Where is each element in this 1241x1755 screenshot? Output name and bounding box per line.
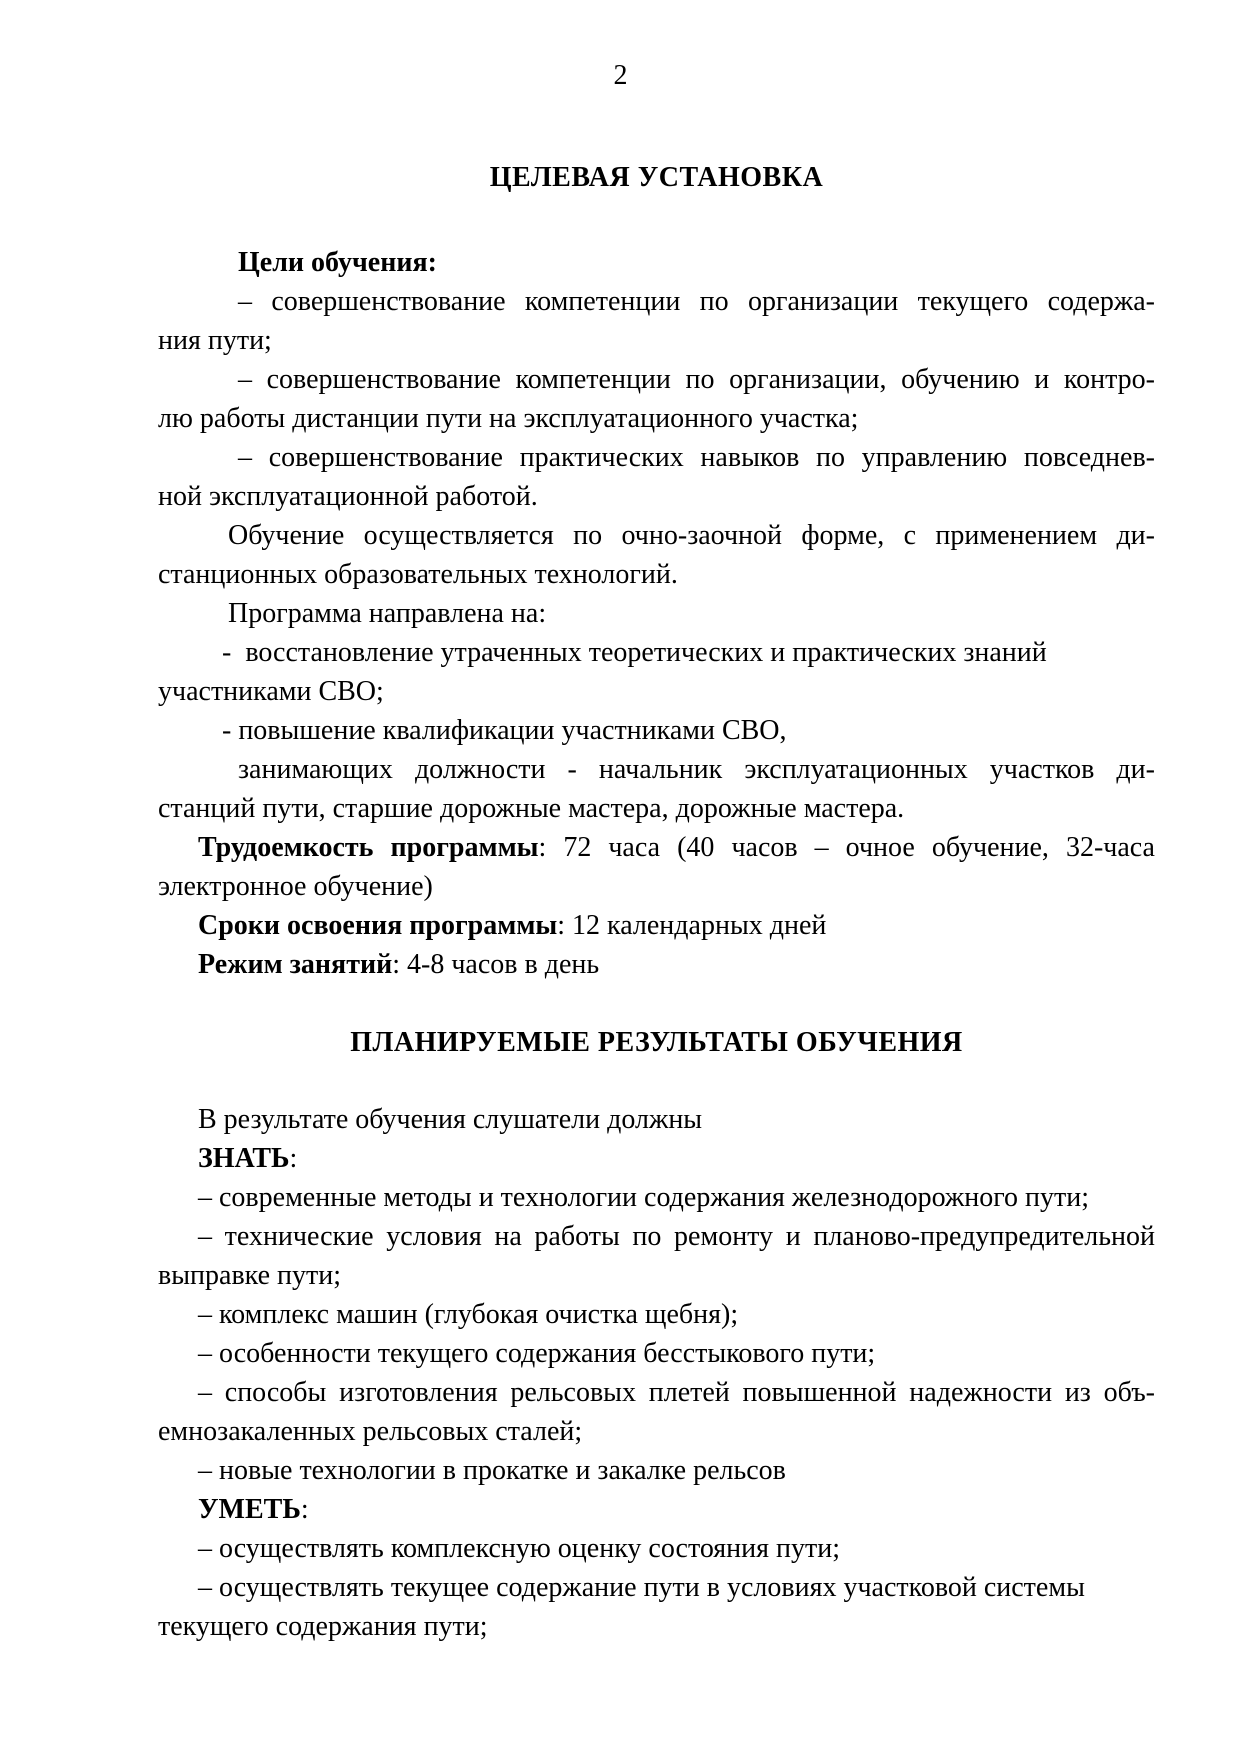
schedule-label: Режим занятий [198, 949, 393, 980]
text-line: Программа направлена на: [228, 598, 547, 629]
text-line: Обучение осуществляется по очно-заочной форме, с применением ди- [228, 520, 1155, 551]
paragraph-know-4 [158, 1334, 1155, 1373]
paragraph-results-intro [158, 1100, 1155, 1139]
text-line: – осуществлять комплексную оценку состояния пути; [198, 1533, 841, 1564]
workload-label: Трудоемкость программы [198, 832, 539, 863]
paragraph-aim-2 [158, 711, 1155, 750]
paragraph-schedule [158, 945, 1155, 984]
paragraph-duration [158, 906, 1155, 945]
text-line: – современные методы и технологии содержания железнодорожного пути; [198, 1182, 1089, 1213]
text-line: – комплекс машин (глубокая очистка щебня); [198, 1299, 739, 1330]
paragraph-aim-3 [158, 750, 1155, 828]
text-line: станций пути, старшие дорожные мастера, дорожные мастера. [158, 793, 905, 824]
know-label: ЗНАТЬ [198, 1143, 290, 1174]
paragraph-know-6 [158, 1451, 1155, 1490]
paragraph-able-1 [158, 1529, 1155, 1568]
text-line [158, 1490, 1155, 1529]
text-line: – осуществлять текущее содержание пути в условиях участковой системы [198, 1572, 1085, 1603]
paragraph-goal-1 [158, 282, 1155, 360]
text-line: текущего содержания пути; [158, 1611, 488, 1642]
text-line: Цели обучения: [238, 247, 437, 278]
paragraph-know-5 [158, 1373, 1155, 1451]
text-line: – особенности текущего содержания бесстыкового пути; [198, 1338, 876, 1369]
paragraph-able-title [158, 1490, 1155, 1529]
text-line [158, 906, 1155, 945]
paragraph-know-1 [158, 1178, 1155, 1217]
able-colon: : [300, 1494, 309, 1525]
text-line: ния пути; [158, 325, 272, 356]
text-line: участниками СВО; [158, 676, 384, 707]
text-line: - повышение квалификации участниками СВО, [222, 715, 787, 746]
text-line: выправке пути; [158, 1260, 341, 1291]
text-line: емнозакаленных рельсовых сталей; [158, 1416, 583, 1447]
text-line [158, 1139, 1155, 1178]
page-number: 2 [613, 60, 628, 91]
duration-label: Сроки освоения программы [198, 910, 558, 941]
schedule-value: : 4-8 часов в день [392, 949, 600, 980]
paragraph-program-aim-title [158, 594, 1155, 633]
text-line: – способы изготовления рельсовых плетей повышенной надежности из объ- [198, 1377, 1155, 1408]
paragraph-goals-title [158, 243, 1155, 282]
text-line [158, 828, 1155, 867]
text-line: – совершенствование практических навыков по управлению повседнев- [238, 442, 1155, 473]
paragraph-know-2 [158, 1217, 1155, 1295]
text-line: – совершенствование компетенции по организации, обучению и контро- [238, 364, 1155, 395]
text-line: – технические условия на работы по ремонту и планово-предупредительной [198, 1221, 1155, 1252]
text-line: В результате обучения слушатели должны [198, 1104, 703, 1135]
paragraph-able-2 [158, 1568, 1155, 1646]
text-line: ной эксплуатационной работой. [158, 481, 538, 512]
text-line: – новые технологии в прокатке и закалке рельсов [198, 1455, 786, 1486]
know-colon: : [289, 1143, 298, 1174]
text-line: электронное обучение) [158, 871, 433, 902]
able-label: УМЕТЬ [198, 1494, 301, 1525]
workload-value: : 72 часа (40 часов – очное обучение, 32-часа [538, 832, 1155, 863]
text-line [158, 945, 1155, 984]
paragraph-workload [158, 828, 1155, 906]
text-line: занимающих должности - начальник эксплуатационных участков ди- [238, 754, 1155, 785]
text-line: лю работы дистанции пути на эксплуатационного участка; [158, 403, 859, 434]
heading-target-setting: ЦЕЛЕВАЯ УСТАНОВКА [489, 162, 824, 193]
paragraph-aim-1 [158, 633, 1155, 711]
text-line: - восстановление утраченных теоретических и практических знаний [222, 637, 1047, 668]
paragraph-goal-2 [158, 360, 1155, 438]
text-line: – совершенствование компетенции по организации текущего содержа- [238, 286, 1155, 317]
paragraph-know-3 [158, 1295, 1155, 1334]
text-line: станционных образовательных технологий. [158, 559, 678, 590]
paragraph-training-form [158, 516, 1155, 594]
heading-planned-results: ПЛАНИРУЕМЫЕ РЕЗУЛЬТАТЫ ОБУЧЕНИЯ [350, 1027, 963, 1058]
duration-value: : 12 календарных дней [557, 910, 827, 941]
paragraph-goal-3 [158, 438, 1155, 516]
paragraph-know-title [158, 1139, 1155, 1178]
